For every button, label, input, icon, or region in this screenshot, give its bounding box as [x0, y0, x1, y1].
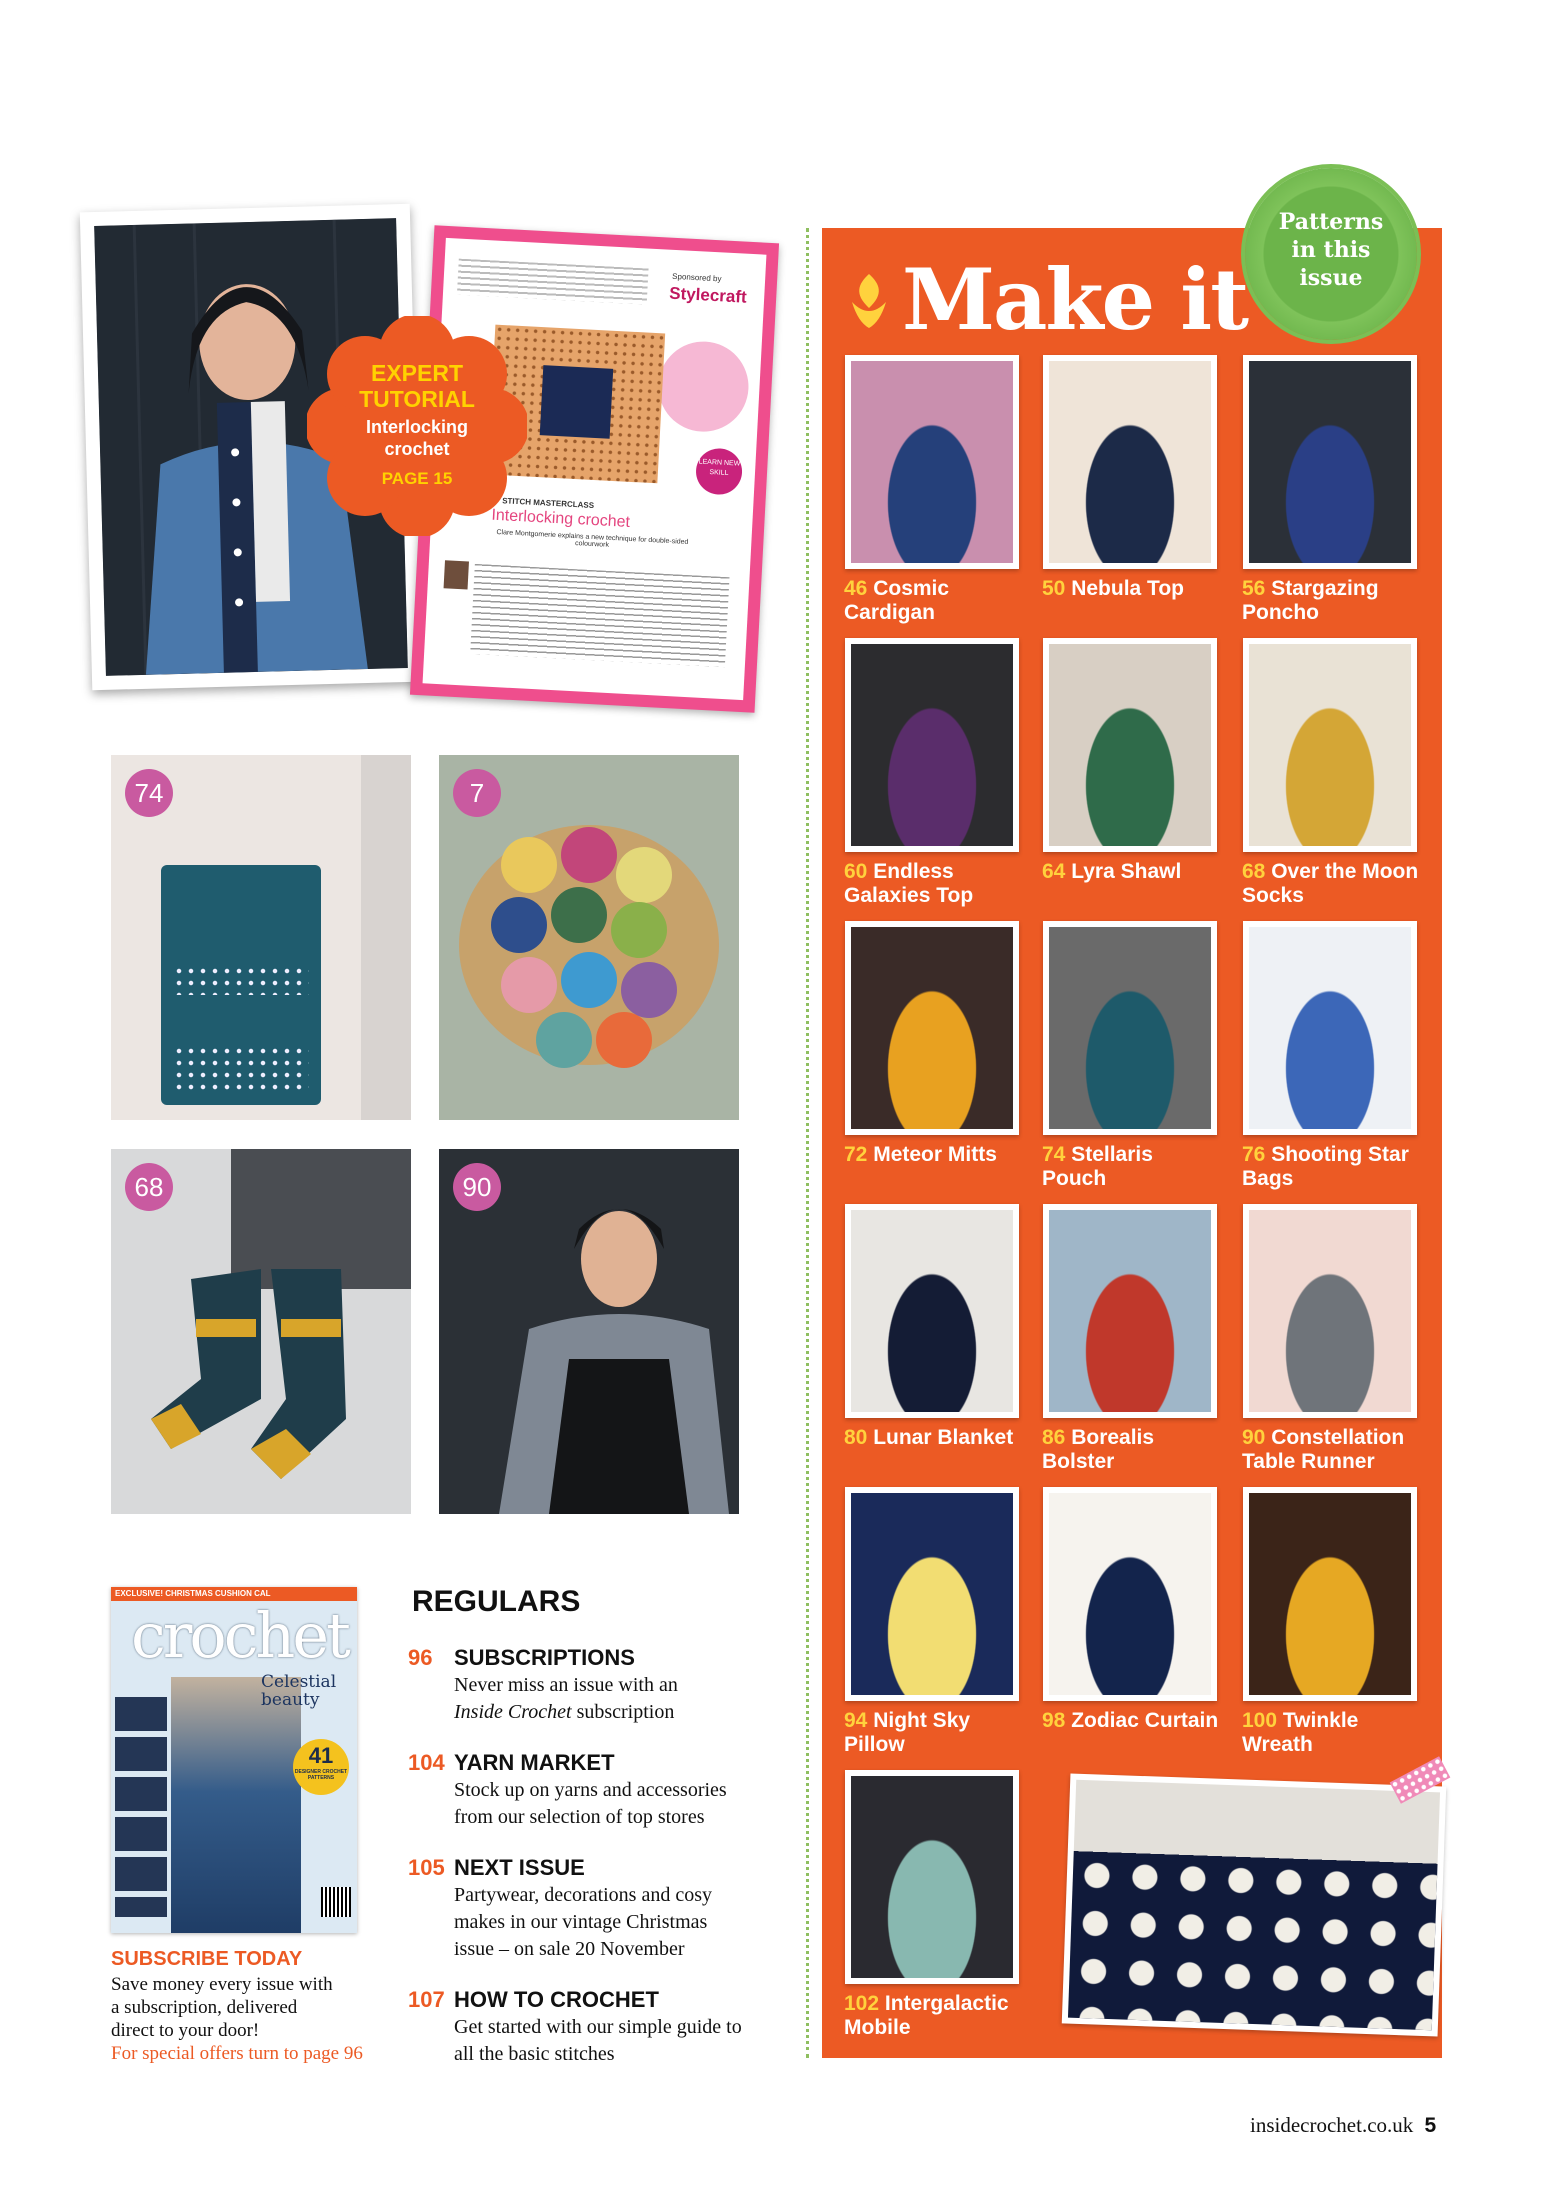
project-name: Borealis Bolster — [1042, 1426, 1155, 1473]
cover-masthead: crochet — [131, 1599, 348, 1672]
project-tile[interactable] — [1243, 355, 1417, 569]
project-photo — [851, 927, 1013, 1129]
project-page-number: 98 — [1042, 1709, 1066, 1732]
project-photo — [1249, 1210, 1411, 1412]
thumbnail-runner[interactable] — [439, 1149, 739, 1514]
project-tile[interactable] — [845, 355, 1019, 569]
project-name: Meteor Mitts — [873, 1143, 997, 1166]
project-photo — [1249, 927, 1411, 1129]
thumbnail-page-badge: 74 — [125, 769, 173, 817]
stamp-line-1: Patterns — [1278, 209, 1384, 235]
project-page-number: 86 — [1042, 1426, 1066, 1449]
regular-num: 96 — [408, 1645, 433, 1670]
regular-num: 107 — [408, 1987, 445, 2012]
stamp-line-2: in this — [1291, 237, 1371, 263]
project-tile[interactable] — [1243, 921, 1417, 1135]
project-page-number: 68 — [1242, 860, 1266, 883]
regular-title[interactable]: NEXT ISSUE — [454, 1855, 585, 1880]
cover-count-label: DESIGNER CROCHET PATTERNS — [294, 1769, 348, 1781]
cover-strap: EXCLUSIVE! CHRISTMAS CUSHION CAL — [111, 1587, 357, 1601]
project-tile[interactable] — [845, 1487, 1019, 1701]
project-tile[interactable] — [1043, 1204, 1217, 1418]
project-page-number: 50 — [1042, 577, 1066, 600]
crochet-swatch — [540, 365, 614, 439]
thumbnail-yarn[interactable] — [439, 755, 739, 1120]
kicker: STITCH MASTERCLASS — [501, 496, 595, 511]
cover-thumbs — [115, 1697, 167, 1917]
thumbnail-socks[interactable] — [111, 1149, 411, 1514]
project-photo — [851, 1493, 1013, 1695]
regular-desc-text: subscription — [576, 1701, 675, 1723]
project-photo — [1249, 1493, 1411, 1695]
make-it-title: Make it — [902, 250, 1248, 349]
badge-line-tutorial: TUTORIAL — [359, 386, 475, 412]
project-tile[interactable] — [1243, 1487, 1417, 1701]
project-tile[interactable] — [845, 638, 1019, 852]
project-page-number: 72 — [844, 1143, 868, 1166]
project-tile[interactable] — [1043, 355, 1217, 569]
regular-title[interactable]: YARN MARKET — [454, 1750, 615, 1775]
project-name: Stargazing Poncho — [1242, 577, 1379, 624]
regular-title[interactable]: HOW TO CROCHET — [454, 1987, 659, 2012]
thumbnail-page-badge: 7 — [453, 769, 501, 817]
project-photo — [1249, 644, 1411, 846]
thumbnail-pouch[interactable] — [111, 755, 411, 1120]
article-headline: Interlocking crochet — [490, 506, 631, 531]
bedspread-image — [1068, 1780, 1440, 2031]
project-name: Lunar Blanket — [873, 1426, 1014, 1449]
regular-desc: Stock up on yarns and accessories from our selection of top stores — [454, 1779, 727, 1828]
thumbnail-page-badge: 90 — [453, 1163, 501, 1211]
project-caption[interactable] — [1042, 1426, 1222, 1474]
project-caption[interactable] — [1242, 1426, 1422, 1474]
badge-line-expert: EXPERT — [370, 360, 464, 386]
project-caption[interactable] — [1242, 577, 1422, 625]
patterns-stamp — [1245, 168, 1417, 340]
magazine-cover[interactable] — [111, 1587, 357, 1933]
lunar-blanket-feature-photo — [1062, 1774, 1446, 2037]
cover-count: 41 — [308, 1743, 334, 1768]
project-caption[interactable] — [844, 1709, 1024, 1757]
regular-desc-italic: Inside Crochet — [454, 1701, 572, 1723]
subscribe-offer-link[interactable]: For special offers turn to page 96 — [111, 2043, 363, 2064]
badge-line-crochet: crochet — [384, 439, 450, 459]
cover-barcode — [321, 1887, 351, 1917]
project-page-number: 46 — [844, 577, 868, 600]
project-caption[interactable] — [844, 577, 1024, 625]
cover-headline: Celestial beauty — [261, 1672, 337, 1710]
project-photo — [1049, 1493, 1211, 1695]
project-page-number: 76 — [1242, 1143, 1266, 1166]
cover-photo — [171, 1677, 301, 1933]
project-caption[interactable] — [1042, 577, 1222, 601]
project-caption[interactable] — [1242, 860, 1422, 908]
regular-num: 104 — [408, 1750, 445, 1775]
project-page-number: 100 — [1242, 1709, 1278, 1732]
project-photo — [851, 1776, 1013, 1978]
project-caption[interactable] — [844, 1143, 1024, 1167]
regular-desc: Partywear, decorations and cosy makes in our vintage Christmas issue – on sale 20 November — [454, 1884, 712, 1960]
make-it-panel — [822, 228, 1442, 2058]
project-caption[interactable] — [844, 860, 1024, 908]
badge-line-interlocking: Interlocking — [365, 417, 468, 437]
project-photo — [851, 644, 1013, 846]
sponsor-logo: Stylecraft — [668, 283, 748, 307]
learn-new-skill-sticker: LEARN NEW SKILL — [695, 447, 743, 495]
article-columns — [470, 564, 729, 667]
author-photo — [444, 560, 469, 589]
project-name: Constellation Table Runner — [1242, 1426, 1405, 1473]
regulars-heading: REGULARS — [412, 1585, 581, 1618]
project-page-number: 56 — [1242, 577, 1266, 600]
project-name: Shooting Star Bags — [1242, 1143, 1409, 1190]
project-tile[interactable] — [1243, 1204, 1417, 1418]
subscribe-heading[interactable]: SUBSCRIBE TODAY — [111, 1948, 303, 1970]
pink-flower-graphic — [656, 339, 751, 434]
sponsor-label: Sponsored by — [671, 271, 722, 284]
project-caption[interactable] — [844, 1426, 1024, 1450]
project-photo — [851, 1210, 1013, 1412]
regular-num: 105 — [408, 1855, 445, 1880]
footer-url[interactable]: insidecrochet.co.uk — [1250, 2113, 1414, 2137]
project-page-number: 102 — [844, 1992, 880, 2015]
footer-page-number: 5 — [1424, 2114, 1437, 2137]
stamp-line-3: issue — [1299, 265, 1363, 291]
project-page-number: 80 — [844, 1426, 868, 1449]
project-photo — [1049, 927, 1211, 1129]
page-body-text — [457, 259, 649, 305]
project-photo — [1049, 361, 1211, 563]
project-name: Cosmic Cardigan — [844, 577, 950, 624]
project-name: Over the Moon Socks — [1242, 860, 1419, 907]
project-photo — [1049, 1210, 1211, 1412]
project-tile[interactable] — [845, 1204, 1019, 1418]
project-name: Nebula Top — [1071, 577, 1184, 600]
blue-pouch — [161, 865, 321, 1105]
project-name: Intergalactic Mobile — [844, 1992, 1009, 2039]
article-standfirst: Clare Montgomerie explains a new technique for double-sided colourwork — [496, 528, 689, 549]
make-it-divider — [806, 228, 809, 2058]
project-name: Endless Galaxies Top — [844, 860, 974, 907]
project-tile[interactable] — [845, 921, 1019, 1135]
project-tile[interactable] — [1043, 638, 1217, 852]
footer — [1250, 2113, 1436, 2138]
subscribe-line-2: a subscription, delivered — [111, 1997, 298, 2018]
expert-tutorial-text — [307, 316, 527, 536]
project-page-number: 90 — [1242, 1426, 1266, 1449]
project-photo — [851, 361, 1013, 563]
project-tile[interactable] — [1243, 638, 1417, 852]
regular-desc: Get started with our simple guide to all the basic stitches — [454, 2016, 742, 2065]
project-name: Zodiac Curtain — [1071, 1709, 1219, 1732]
project-caption[interactable] — [1042, 1709, 1222, 1733]
regular-desc-text: Never miss an issue with an — [454, 1674, 678, 1696]
project-name: Stellaris Pouch — [1042, 1143, 1153, 1190]
project-page-number: 60 — [844, 860, 868, 883]
project-name: Twinkle Wreath — [1242, 1709, 1359, 1756]
project-caption[interactable] — [1242, 1709, 1422, 1757]
project-page-number: 94 — [844, 1709, 868, 1732]
project-caption[interactable] — [844, 1992, 1024, 2040]
subscribe-line-3: direct to your door! — [111, 2020, 260, 2041]
project-page-number: 74 — [1042, 1143, 1066, 1166]
cover-count-badge — [293, 1739, 349, 1795]
project-photo — [1249, 361, 1411, 563]
project-name: Lyra Shawl — [1071, 860, 1182, 883]
thumbnail-page-badge: 68 — [125, 1163, 173, 1211]
project-tile[interactable] — [1043, 921, 1217, 1135]
project-tile[interactable] — [845, 1770, 1019, 1984]
project-tile[interactable] — [1043, 1487, 1217, 1701]
project-page-number: 64 — [1042, 860, 1066, 883]
flower-icon — [850, 272, 888, 330]
project-name: Night Sky Pillow — [844, 1709, 971, 1756]
project-photo — [1049, 644, 1211, 846]
badge-line-page: PAGE 15 — [381, 469, 453, 488]
project-caption[interactable] — [1042, 860, 1222, 884]
project-caption[interactable] — [1042, 1143, 1222, 1191]
regular-desc — [454, 1672, 774, 1726]
regular-title[interactable]: SUBSCRIPTIONS — [454, 1645, 635, 1670]
subscribe-line-1: Save money every issue with — [111, 1974, 333, 1995]
project-caption[interactable] — [1242, 1143, 1422, 1191]
